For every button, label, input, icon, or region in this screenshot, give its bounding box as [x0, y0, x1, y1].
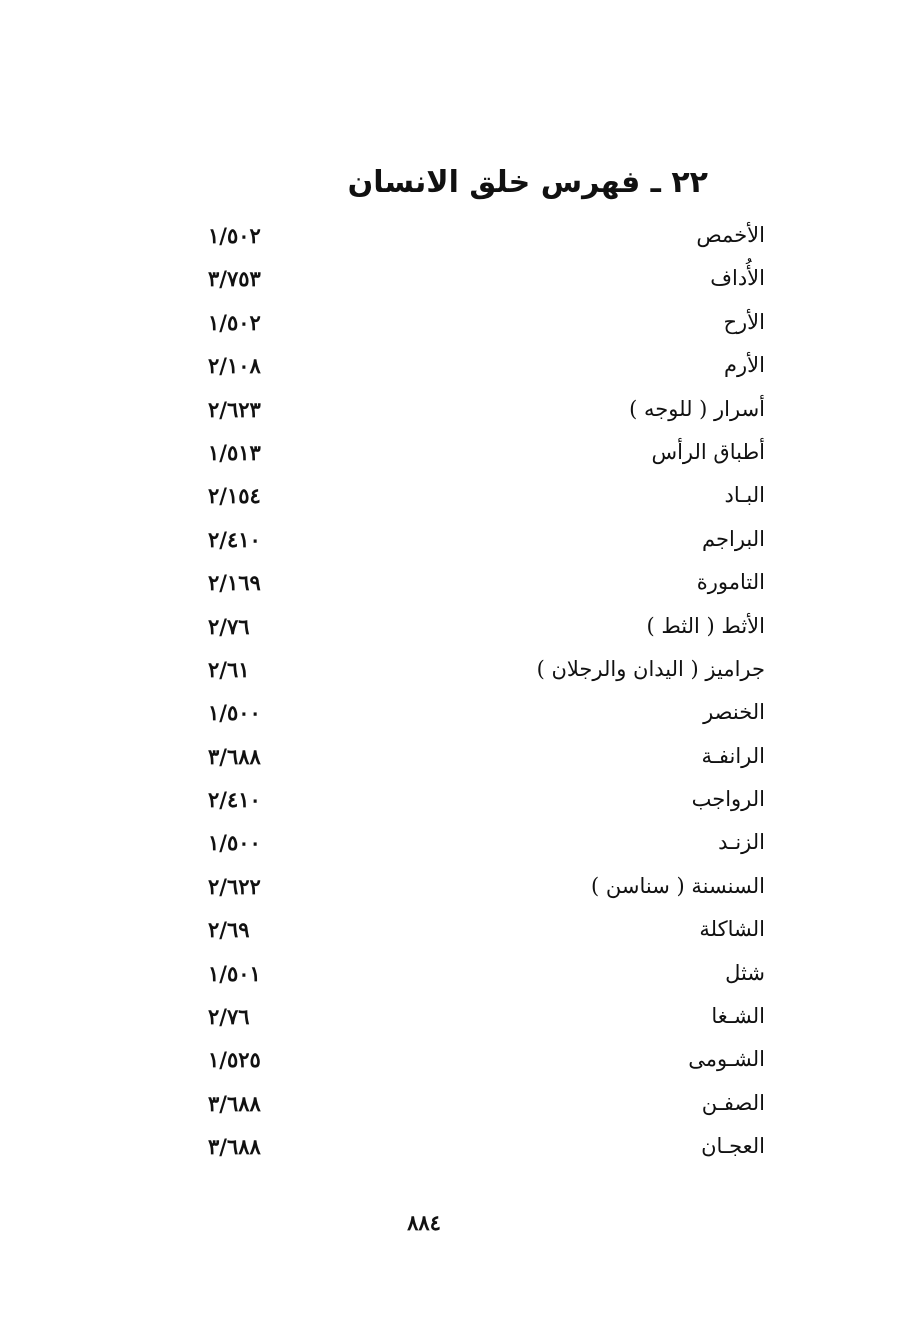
page-number: ٨٨٤ — [407, 1210, 441, 1235]
index-entry — [0, 388, 908, 431]
entry-reference: ٢/٦٢٣ — [208, 396, 261, 422]
entry-term: الزنـد — [718, 830, 765, 855]
index-entry — [0, 301, 908, 344]
entry-term: البراجم — [702, 526, 765, 551]
index-entry — [0, 344, 908, 387]
entry-reference: ٣/٧٥٣ — [208, 266, 261, 292]
entry-reference: ٢/١٠٨ — [208, 353, 261, 379]
page-title: ٢٢ ـ فهرس خلق الانسان — [347, 165, 708, 201]
entry-reference: ٢/٦٢٢ — [208, 873, 261, 899]
entry-reference: ٢/٧٦ — [208, 1004, 250, 1030]
index-entry — [0, 214, 908, 257]
entry-reference: ٢/١٦٩ — [208, 570, 261, 596]
entry-reference: ٢/٤١٠ — [208, 787, 261, 813]
index-entry — [0, 561, 908, 604]
entry-term: الشاكلة — [699, 917, 765, 942]
entry-term: الشـومى — [688, 1047, 765, 1072]
entry-reference: ١/٥١٣ — [208, 439, 261, 465]
entry-term: شثل — [725, 960, 765, 985]
entry-term: العجـان — [701, 1134, 765, 1159]
entry-reference: ١/٥٠٠ — [208, 700, 261, 726]
entry-term: الصفـن — [701, 1090, 765, 1115]
entry-reference: ١/٥٠٢ — [208, 309, 261, 335]
entry-reference: ١/٥٠١ — [208, 960, 261, 986]
entry-reference: ٣/٦٨٨ — [208, 1134, 261, 1160]
entry-term: الأخمص — [696, 223, 765, 247]
entry-reference: ٢/٧٦ — [208, 613, 250, 639]
index-entry — [0, 865, 908, 908]
entry-term: السنسنة ( سناسن ) — [591, 873, 765, 898]
index-entry — [0, 518, 908, 561]
index-entry — [0, 691, 908, 734]
index-entry — [0, 821, 908, 864]
index-entry — [0, 1082, 908, 1125]
entry-term: الخنصر — [703, 700, 765, 725]
index-entry — [0, 648, 908, 691]
entry-term: الأرح — [723, 309, 765, 334]
entry-reference: ٣/٦٨٨ — [208, 743, 261, 769]
index-entry — [0, 431, 908, 474]
index-entry — [0, 605, 908, 648]
entry-term: أسرار ( للوجه ) — [629, 396, 765, 421]
entry-term: أطباق الرأس — [651, 439, 765, 464]
entry-term: الرانفـة — [701, 743, 765, 768]
entry-term: الشـغا — [711, 1004, 765, 1029]
entry-reference: ٢/٦١ — [208, 656, 250, 682]
entry-term: التامورة — [696, 570, 765, 595]
index-entry — [0, 474, 908, 517]
entry-term: الأثط ( الثط ) — [646, 613, 765, 638]
index-list — [0, 214, 908, 1169]
index-entry — [0, 952, 908, 995]
index-entry — [0, 1038, 908, 1081]
index-entry — [0, 995, 908, 1038]
entry-reference: ١/٥٠٠ — [208, 830, 261, 856]
entry-term: جراميز ( اليدان والرجلان ) — [536, 656, 765, 681]
index-entry — [0, 257, 908, 300]
index-entry — [0, 908, 908, 951]
index-entry — [0, 735, 908, 778]
index-entry — [0, 778, 908, 821]
entry-reference: ٢/١٥٤ — [208, 483, 261, 509]
entry-reference: ١/٥٠٢ — [208, 223, 261, 248]
entry-reference: ٣/٦٨٨ — [208, 1090, 261, 1116]
entry-reference: ٢/٦٩ — [208, 917, 250, 943]
entry-term: الرواجب — [691, 787, 765, 812]
entry-term: الأرم — [724, 353, 765, 378]
entry-reference: ٢/٤١٠ — [208, 526, 261, 552]
entry-term: الأُداف — [710, 266, 765, 291]
entry-term: البـاد — [724, 483, 765, 508]
entry-reference: ١/٥٢٥ — [208, 1047, 261, 1073]
index-entry — [0, 1125, 908, 1168]
